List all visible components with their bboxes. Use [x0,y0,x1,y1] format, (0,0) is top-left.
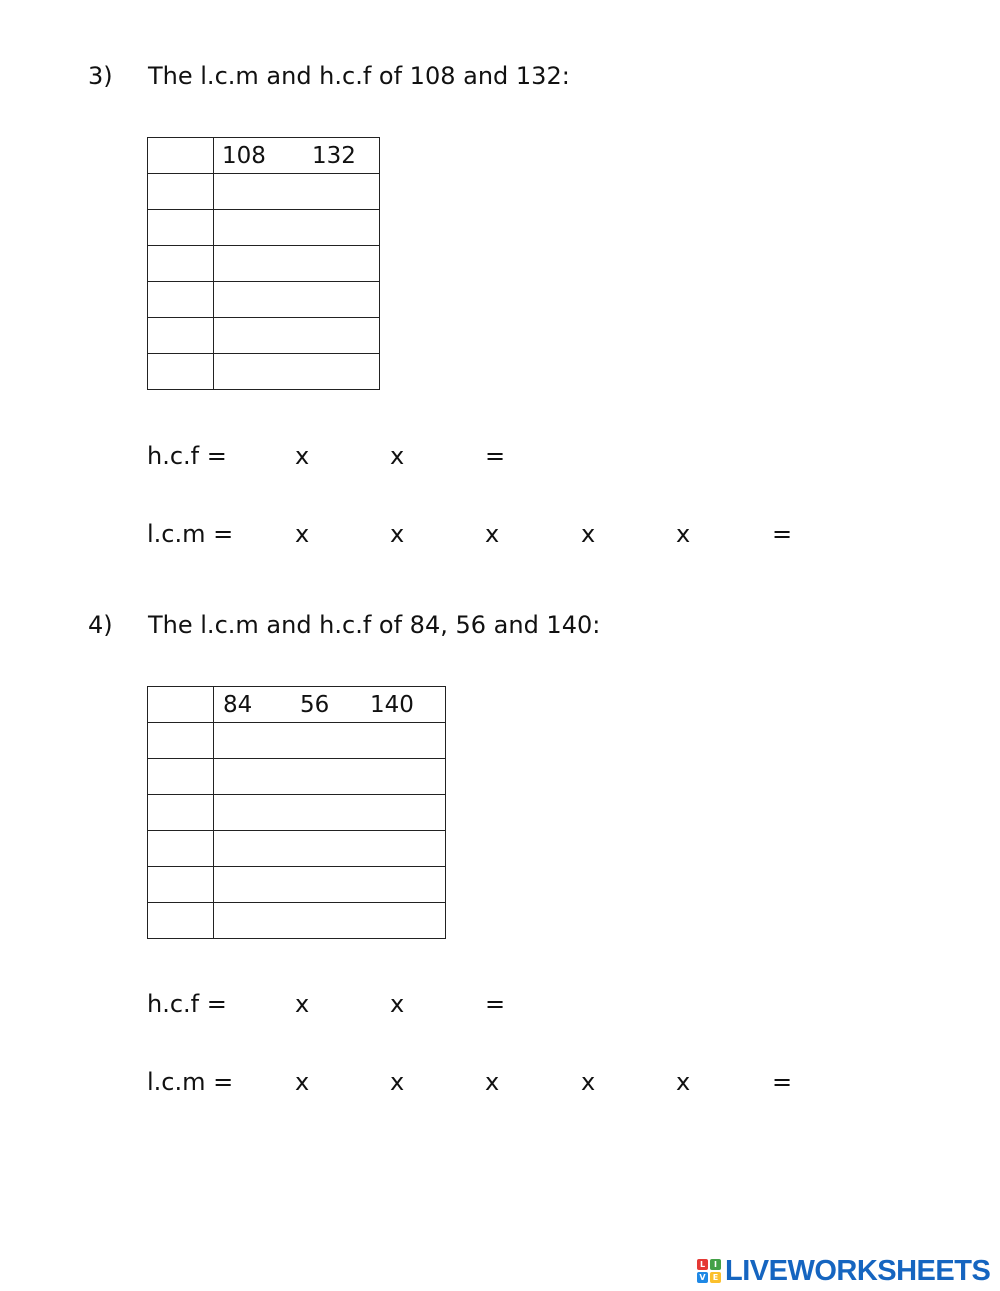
times-sign: x [295,520,310,548]
divisor-cell[interactable] [148,354,214,390]
lcm-equation [147,520,847,550]
table-row [148,354,380,390]
quotient-cell[interactable] [214,210,380,246]
divisor-cell[interactable] [148,867,214,903]
quotient-cell[interactable] [214,318,380,354]
table-row [148,318,380,354]
table-row [148,831,446,867]
quotient-cell[interactable] [214,246,380,282]
divisor-cell[interactable] [148,903,214,939]
hcf-equation [147,442,847,472]
divisor-cell[interactable] [148,318,214,354]
divisor-cell[interactable] [148,246,214,282]
divisor-cell[interactable] [148,831,214,867]
divisor-cell[interactable] [148,174,214,210]
divisor-cell[interactable] [148,759,214,795]
number-value: 132 [312,142,356,169]
divisor-cell[interactable] [148,723,214,759]
numbers-cell [214,687,446,723]
equals-sign: = [485,990,506,1018]
divisor-cell[interactable] [148,795,214,831]
number-value: 108 [222,142,266,169]
table-row [148,138,380,174]
logo-letter-tile: I [710,1259,721,1270]
table-row [148,867,446,903]
equals-sign: = [485,442,506,470]
equals-sign: = [772,1068,793,1096]
divisor-cell[interactable] [148,282,214,318]
equals-sign: = [772,520,793,548]
liveworksheets-logo [697,1255,990,1287]
table-row [148,687,446,723]
quotient-cell[interactable] [214,903,446,939]
question-text: The l.c.m and h.c.f of 84, 56 and 140: [148,611,601,639]
times-sign: x [390,1068,405,1096]
lcm-label: l.c.m = [147,1068,234,1096]
numbers-cell [214,138,380,174]
lcm-label: l.c.m = [147,520,234,548]
quotient-cell[interactable] [214,759,446,795]
number-value: 140 [370,691,414,718]
times-sign: x [485,1068,500,1096]
quotient-cell[interactable] [214,723,446,759]
quotient-cell[interactable] [214,354,380,390]
times-sign: x [390,442,405,470]
logo-text: LIVEWORKSHEETS [725,1254,991,1287]
question-number: 4) [88,611,113,639]
table-row [148,903,446,939]
hcf-label: h.c.f = [147,442,227,470]
logo-letter-tile: L [697,1259,708,1270]
quotient-cell[interactable] [214,795,446,831]
logo-letter-tile: E [710,1272,721,1283]
table-row [148,759,446,795]
quotient-cell[interactable] [214,831,446,867]
times-sign: x [295,1068,310,1096]
divisor-cell[interactable] [148,138,214,174]
divisor-cell[interactable] [148,687,214,723]
times-sign: x [390,990,405,1018]
hcf-equation [147,990,847,1020]
quotient-cell[interactable] [214,282,380,318]
times-sign: x [295,442,310,470]
quotient-cell[interactable] [214,867,446,903]
division-ladder-table [147,686,446,939]
table-row [148,246,380,282]
number-value: 56 [300,691,330,718]
times-sign: x [676,520,691,548]
question-text: The l.c.m and h.c.f of 108 and 132: [148,62,570,90]
table-row [148,174,380,210]
quotient-cell[interactable] [214,174,380,210]
table-row [148,795,446,831]
division-ladder-table [147,137,380,390]
question-number: 3) [88,62,113,90]
times-sign: x [676,1068,691,1096]
times-sign: x [581,520,596,548]
table-row [148,723,446,759]
times-sign: x [295,990,310,1018]
times-sign: x [485,520,500,548]
table-row [148,282,380,318]
times-sign: x [581,1068,596,1096]
hcf-label: h.c.f = [147,990,227,1018]
lcm-equation [147,1068,847,1098]
divisor-cell[interactable] [148,210,214,246]
logo-icon [697,1259,721,1283]
number-value: 84 [223,691,253,718]
logo-letter-tile: V [697,1272,708,1283]
table-row [148,210,380,246]
times-sign: x [390,520,405,548]
